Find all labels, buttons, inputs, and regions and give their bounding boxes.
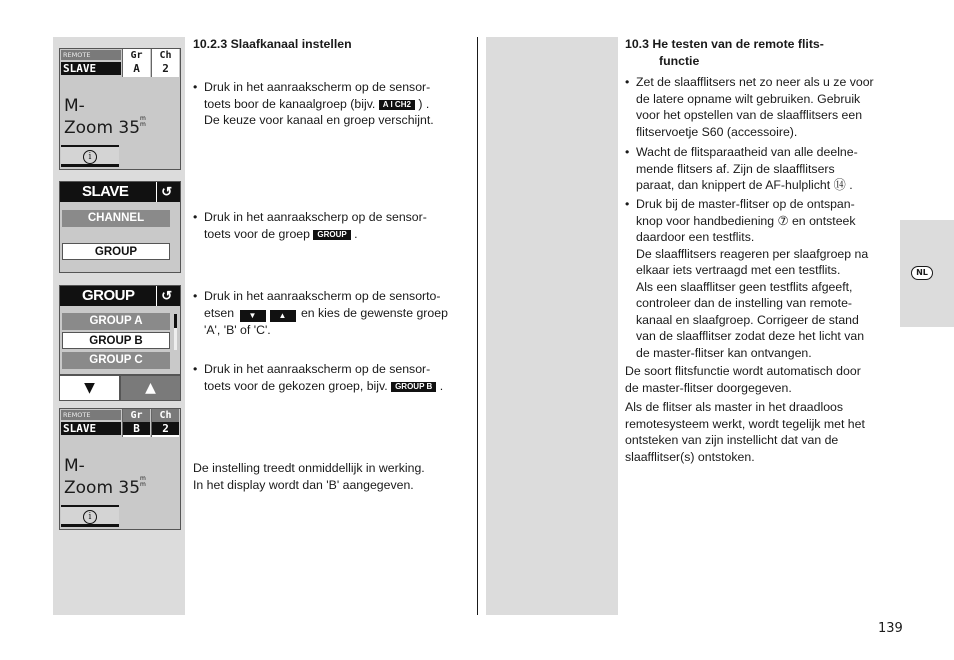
- group-menu-title: GROUP ↺: [60, 286, 180, 306]
- zoom-unit: m m: [140, 475, 146, 488]
- middle-gray-panel: [486, 37, 618, 615]
- channel-header: Ch: [159, 50, 172, 61]
- language-badge: NL: [911, 266, 933, 280]
- test-bullet-3: • Druk bij de master-flitser op de ontspan- knop voor handbediening ⑦ en ontsteek daardoor een testflits. De slaafflitsers reageren per slaafgroep na elkaar iets vertraagd met een testflits. Als een slaafflitser geen testflits afgeeft, controleer dan de instelling van remote- kanaal en slaafgroep. Corrigeer de stand van de slaafflitser zodat deze het licht van de master-flitser kan ontvangen.: [625, 196, 897, 361]
- zoom-line: Zoom 35: [64, 118, 141, 138]
- flash-function-paragraph: De soort flitsfunctie wordt automatisch door de master-flitser doorgegeven.: [625, 364, 861, 395]
- mode-line: M-: [64, 96, 85, 116]
- info-icon: i: [83, 150, 97, 164]
- lcd-status-screen-a: [59, 48, 181, 170]
- lcd-status-screen-b: [59, 408, 181, 530]
- step-2: • Druk in het aanraakscherp op de sensor- toets voor de groep GROUP .: [193, 209, 473, 242]
- section-10-3-heading: 10.3 He testen van de remote flits- functie: [625, 37, 824, 68]
- group-b-chip: GROUP B: [391, 382, 436, 392]
- slave-mode-label: SLAVE: [61, 422, 121, 435]
- zoom-unit: m m: [140, 115, 146, 128]
- group-value: B: [123, 422, 150, 435]
- remote-label: REMOTE: [61, 50, 121, 60]
- channel-header: Ch: [152, 409, 179, 422]
- lcd-slave-menu: [59, 181, 181, 273]
- page-number: 139: [878, 621, 903, 636]
- group-column[interactable]: [122, 49, 150, 77]
- remote-label: REMOTE: [61, 410, 121, 420]
- channel-value: 2: [162, 62, 169, 75]
- mode-line: M-: [64, 456, 85, 476]
- group-header: Gr: [123, 409, 150, 422]
- info-button[interactable]: [61, 505, 119, 527]
- back-icon[interactable]: ↺: [156, 182, 176, 202]
- zoom-line: Zoom 35: [64, 478, 141, 498]
- group-column[interactable]: [122, 409, 150, 437]
- back-icon[interactable]: ↺: [156, 286, 176, 306]
- result-paragraph: De instelling treedt onmiddellijk in werking. In het display wordt dan 'B' aangegeven.: [193, 461, 425, 492]
- scroll-up-button[interactable]: ▲: [120, 375, 181, 401]
- lcd-group-menu: [59, 285, 181, 375]
- menu-item-group[interactable]: GROUP: [62, 243, 170, 260]
- scroll-down-button[interactable]: ▼: [59, 375, 120, 401]
- arrow-down-icon: ▼: [240, 310, 266, 322]
- test-bullet-2: • Wacht de flitsparaatheid van alle deelne- mende flitsers af. Zijn de slaafflitsers paraat, dan knippert de AF-hulplicht ⑭ .: [625, 144, 897, 194]
- group-chip: GROUP: [313, 230, 350, 240]
- column-divider: [477, 37, 478, 615]
- channel-column[interactable]: [151, 49, 179, 77]
- mode-zoom-readout: [64, 97, 146, 138]
- group-header: Gr: [130, 50, 143, 61]
- arrow-up-icon: ▲: [270, 310, 296, 322]
- test-bullet-1: • Zet de slaafflitsers net zo neer als u ze voor de latere opname wilt gebruiken. Gebruik voor het opstellen van de slaafflitsers een flitservoetje S60 (accessoire).: [625, 74, 897, 140]
- info-icon: i: [83, 510, 97, 524]
- menu-item-group-c[interactable]: GROUP C: [62, 352, 170, 369]
- channel-value: 2: [152, 422, 179, 435]
- step-3: • Druk in het aanraakscherm op de sensorto- etsen ▼ ▲ en kies de gewenste groep 'A', 'B' of 'C'.: [193, 288, 473, 338]
- mode-zoom-readout: [64, 457, 146, 498]
- menu-item-channel[interactable]: CHANNEL: [62, 210, 170, 227]
- info-button[interactable]: [61, 145, 119, 167]
- menu-item-group-b[interactable]: GROUP B: [62, 332, 170, 349]
- channel-column[interactable]: [151, 409, 179, 437]
- section-10-2-3-heading: 10.2.3 Slaafkanaal instellen: [193, 37, 352, 51]
- master-paragraph: Als de flitser als master in het draadloos remotesysteem werkt, wordt tegelijk met het ontsteken van zijn instellicht dat van de slaafflitser(s) ontstoken.: [625, 400, 865, 464]
- step-1: • Druk in het aanraakscherm op de sensor- toets boor de kanaalgroep (bijv. A I CH2 ) . De keuze voor kanaal en groep verschijnt.: [193, 79, 473, 129]
- slave-mode-label: SLAVE: [61, 62, 121, 75]
- channel-group-chip: A I CH2: [379, 100, 415, 110]
- slave-menu-title: SLAVE ↺: [60, 182, 180, 202]
- menu-scrollbar[interactable]: [174, 314, 177, 350]
- step-4: • Druk in het aanraakscherm op de sensor- toets voor de gekozen groep, bijv. GROUP B .: [193, 361, 473, 394]
- group-value: A: [133, 62, 140, 75]
- menu-item-group-a[interactable]: GROUP A: [62, 313, 170, 330]
